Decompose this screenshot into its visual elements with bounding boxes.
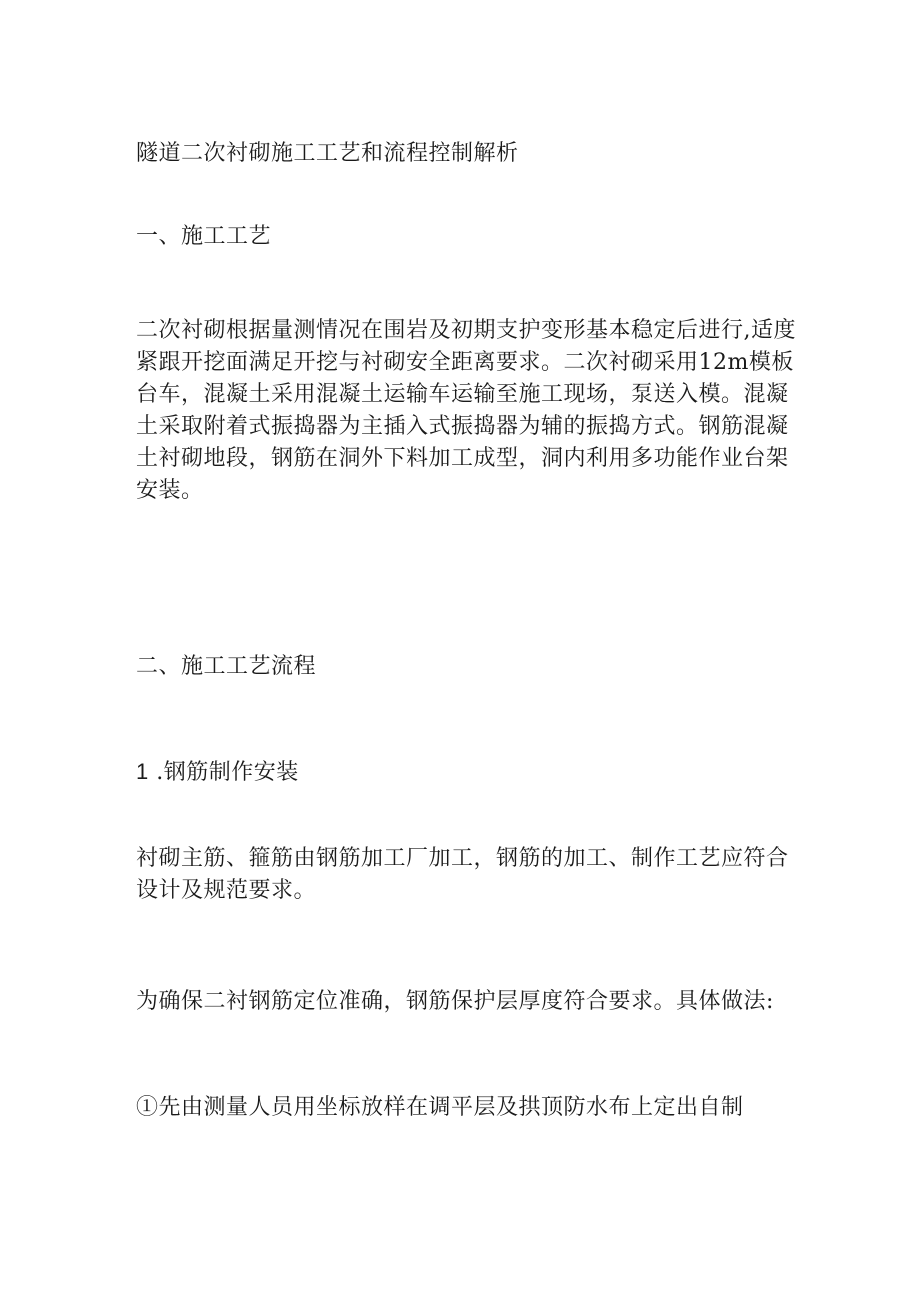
document-title: 隧道二次衬砌施工工艺和流程控制解析 bbox=[136, 141, 519, 166]
subsection-number: 1 bbox=[136, 759, 149, 784]
subsection-heading-rebar bbox=[136, 756, 796, 788]
paragraph-rebar-processing: 衬砌主筋、箍筋由钢筋加工厂加工，钢筋的加工、制作工艺应符合设计及规范要求。 bbox=[136, 846, 789, 903]
section-heading-process-flow: 二、施工工艺流程 bbox=[136, 654, 317, 679]
paragraph-step-one: ①先由测量人员用坐标放样在调平层及拱顶防水布上定出自制 bbox=[136, 1095, 744, 1120]
section-heading-construction-process: 一、施工工艺 bbox=[136, 224, 272, 249]
paragraph-construction-process: 二次衬砌根据量测情况在围岩及初期支护变形基本稳定后进行,适度紧跟开挖面满足开挖与衬砌安全距离要求。二次衬砌采用12m模板台车，混凝土采用混凝土运输车运输至施工现场，泵送入模。混凝土采取附着式振捣器为主插入式振捣器为辅的振捣方式。钢筋混凝土衬砌地段，钢筋在洞外下料加工成型，洞内利用多功能作业台架安装。 bbox=[136, 318, 796, 503]
subsection-title: .钢筋制作安装 bbox=[156, 760, 299, 785]
paragraph-rebar-positioning: 为确保二衬钢筋定位准确，钢筋保护层厚度符合要求。具体做法: bbox=[136, 989, 774, 1014]
